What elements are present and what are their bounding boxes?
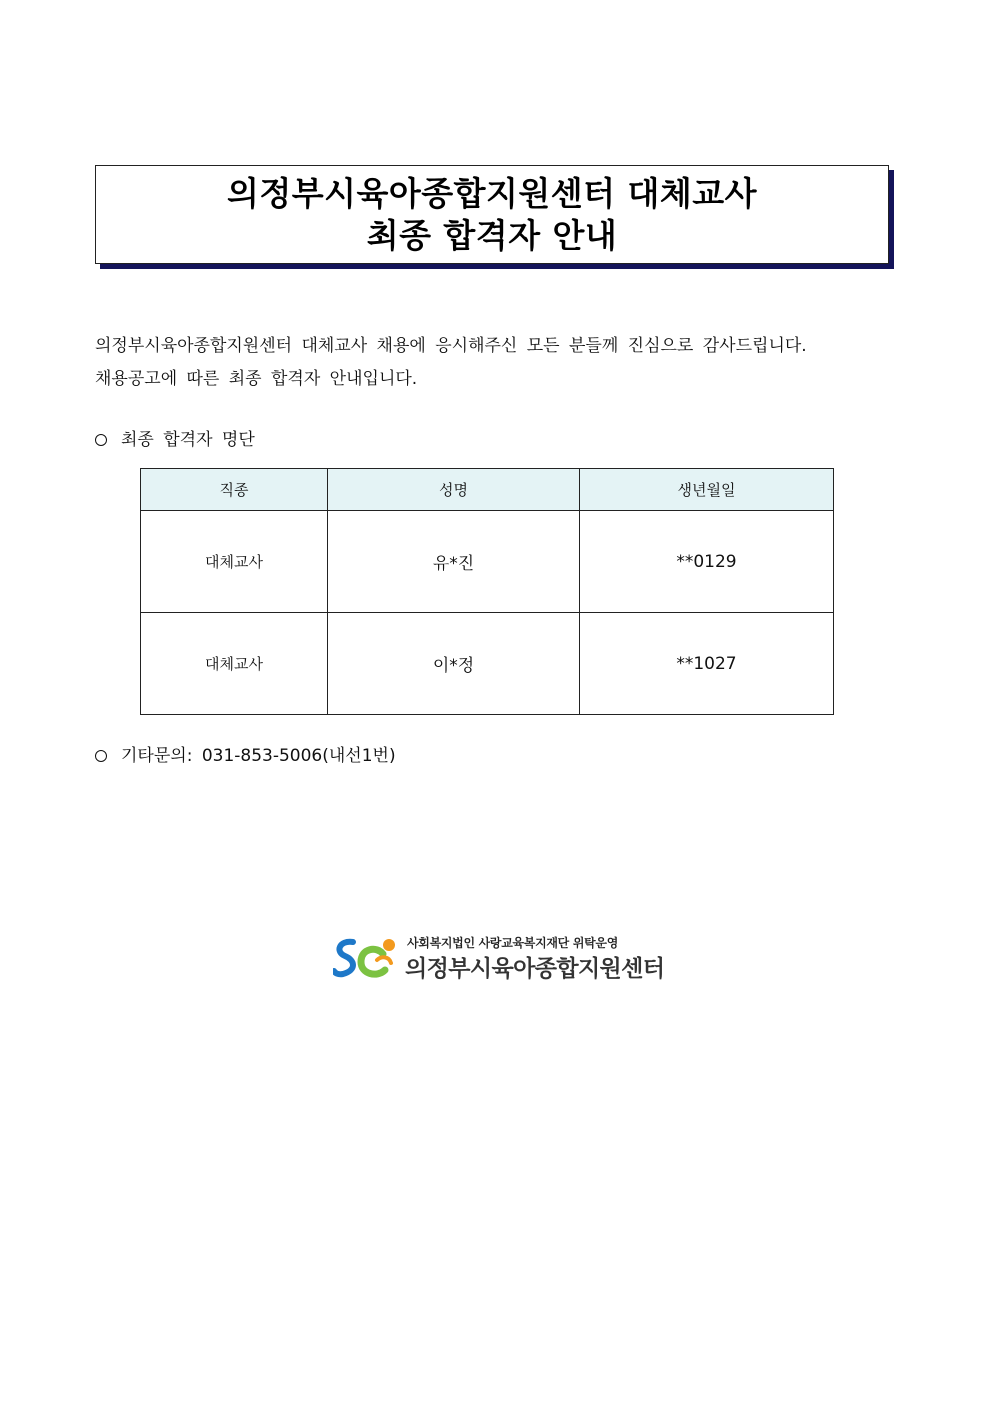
header-birthdate: 생년월일 bbox=[580, 469, 834, 511]
logo-subtitle: 사회복지법인 사랑교육복지재단 위탁운영 bbox=[407, 936, 619, 950]
organization-logo bbox=[333, 934, 663, 980]
page-title-line-1: 의정부시육아종합지원센터 대체교사 bbox=[226, 173, 758, 213]
circle-bullet-icon bbox=[95, 750, 107, 762]
intro-line-1: 의정부시육아종합지원센터 대체교사 채용에 응시해주신 모든 분들께 진심으로 감사드립니다. bbox=[95, 336, 807, 356]
cell-job-type: 대체교사 bbox=[141, 613, 328, 715]
successful-applicants-table bbox=[140, 468, 834, 715]
contact-info-text: 기타문의: 031-853-5006(내선1번) bbox=[121, 746, 396, 766]
logo-organization-name: 의정부시육아종합지원센터 bbox=[405, 956, 665, 982]
cell-name: 이*정 bbox=[328, 613, 580, 715]
section-heading-final-list bbox=[95, 428, 255, 452]
cell-birthdate: **0129 bbox=[580, 511, 834, 613]
cell-birthdate: **1027 bbox=[580, 613, 834, 715]
cell-name: 유*진 bbox=[328, 511, 580, 613]
section-heading-label: 최종 합격자 명단 bbox=[121, 430, 255, 450]
page-title-line-2: 최종 합격자 안내 bbox=[366, 215, 618, 255]
table-header-row bbox=[141, 469, 834, 511]
intro-line-2: 채용공고에 따른 최종 합격자 안내입니다. bbox=[95, 369, 418, 389]
header-name: 성명 bbox=[328, 469, 580, 511]
section-contact-info bbox=[95, 744, 396, 768]
cell-job-type: 대체교사 bbox=[141, 511, 328, 613]
header-job-type: 직종 bbox=[141, 469, 328, 511]
table-row bbox=[141, 511, 834, 613]
intro-paragraph bbox=[95, 330, 855, 396]
logo-mark-icon bbox=[333, 936, 401, 980]
title-box bbox=[95, 165, 889, 264]
circle-bullet-icon bbox=[95, 434, 107, 446]
table-row bbox=[141, 613, 834, 715]
